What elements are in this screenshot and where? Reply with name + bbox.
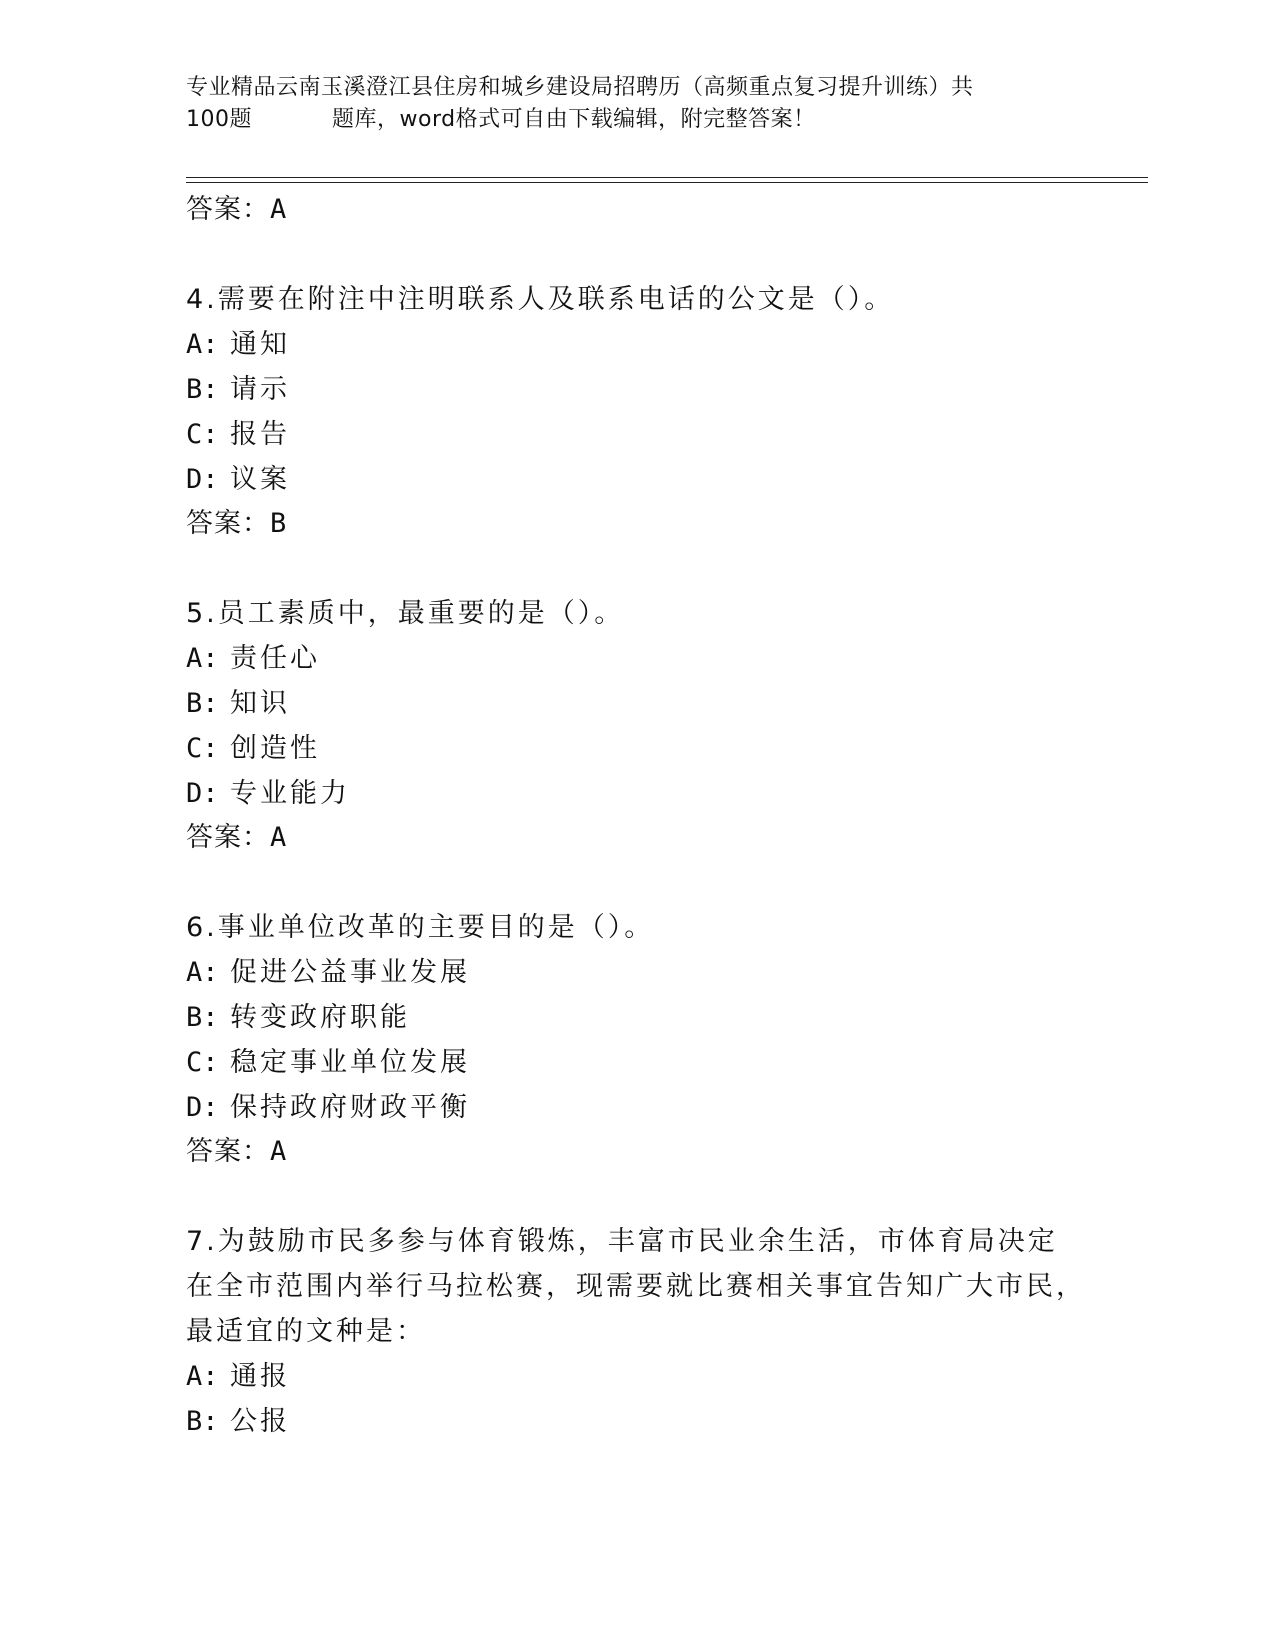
answer-line — [186, 816, 1086, 860]
option-text: 议案 — [230, 464, 290, 495]
option-c — [186, 412, 1086, 457]
option-key: C: — [186, 1047, 219, 1078]
option-key: D: — [186, 1092, 219, 1123]
option-key: A: — [186, 329, 219, 360]
option-key: A: — [186, 643, 219, 674]
question-text: 5.员工素质中，最重要的是（）。 — [186, 598, 625, 629]
option-text: 创造性 — [230, 733, 320, 764]
spacer — [186, 232, 1086, 277]
option-b — [186, 367, 1086, 412]
option-key: B: — [186, 688, 219, 719]
option-text: 转变政府职能 — [230, 1002, 410, 1033]
spacer — [186, 546, 1086, 591]
option-d — [186, 457, 1086, 502]
answer-line — [186, 502, 1086, 546]
answer-value: A — [270, 194, 288, 225]
page-header — [186, 72, 1086, 136]
question-text: 7.为鼓励市民多参与体育锻炼，丰富市民业余生活，市体育局决定在全市范围内举行马拉松赛，现需要就比赛相关事宜告知广大市民，最适宜的文种是： — [186, 1226, 1086, 1347]
option-text: 通报 — [230, 1361, 290, 1392]
header-title-line2 — [186, 104, 1086, 136]
option-b — [186, 681, 1086, 726]
option-d — [186, 1085, 1086, 1130]
question-block — [186, 1219, 1086, 1444]
spacer — [186, 860, 1086, 905]
option-text: 请示 — [230, 374, 290, 405]
header-title-rest: 题库，word格式可自由下载编辑，附完整答案！ — [332, 107, 816, 132]
question-block — [186, 591, 1086, 860]
option-text: 知识 — [230, 688, 290, 719]
answer-value: A — [270, 1136, 288, 1167]
option-key: A: — [186, 957, 219, 988]
answer-label: 答案： — [186, 194, 270, 225]
question-text: 6.事业单位改革的主要目的是（）。 — [186, 912, 655, 943]
answer-value: A — [270, 822, 288, 853]
answer-line — [186, 188, 1086, 232]
option-c — [186, 1040, 1086, 1085]
option-text: 稳定事业单位发展 — [230, 1047, 470, 1078]
answer-label: 答案： — [186, 1136, 270, 1167]
option-a — [186, 950, 1086, 995]
question-block — [186, 905, 1086, 1174]
answer-line — [186, 1130, 1086, 1174]
option-b — [186, 1399, 1086, 1444]
option-text: 保持政府财政平衡 — [230, 1092, 470, 1123]
option-c — [186, 726, 1086, 771]
option-text: 通知 — [230, 329, 290, 360]
question-block — [186, 277, 1086, 546]
option-text: 促进公益事业发展 — [230, 957, 470, 988]
option-text: 专业能力 — [230, 778, 350, 809]
option-key: C: — [186, 419, 219, 450]
answer-value: B — [270, 508, 288, 539]
option-a — [186, 1354, 1086, 1399]
option-key: D: — [186, 778, 219, 809]
spacer — [186, 1174, 1086, 1219]
option-key: B: — [186, 1406, 219, 1437]
option-a — [186, 636, 1086, 681]
option-a — [186, 322, 1086, 367]
answer-label: 答案： — [186, 822, 270, 853]
option-key: C: — [186, 733, 219, 764]
option-text: 公报 — [230, 1406, 290, 1437]
option-key: B: — [186, 374, 219, 405]
question-text: 4.需要在附注中注明联系人及联系电话的公文是（）。 — [186, 284, 895, 315]
option-text: 责任心 — [230, 643, 320, 674]
option-key: B: — [186, 1002, 219, 1033]
option-key: D: — [186, 464, 219, 495]
option-d — [186, 771, 1086, 816]
answer-label: 答案： — [186, 508, 270, 539]
option-key: A: — [186, 1361, 219, 1392]
header-question-count: 100题 — [186, 107, 252, 132]
option-text: 报告 — [230, 419, 290, 450]
question-list — [186, 188, 1086, 1444]
header-divider-bottom — [186, 182, 1148, 183]
option-b — [186, 995, 1086, 1040]
header-divider-top — [186, 177, 1148, 178]
header-title-line1: 专业精品云南玉溪澄江县住房和城乡建设局招聘历（高频重点复习提升训练）共 — [186, 75, 974, 100]
